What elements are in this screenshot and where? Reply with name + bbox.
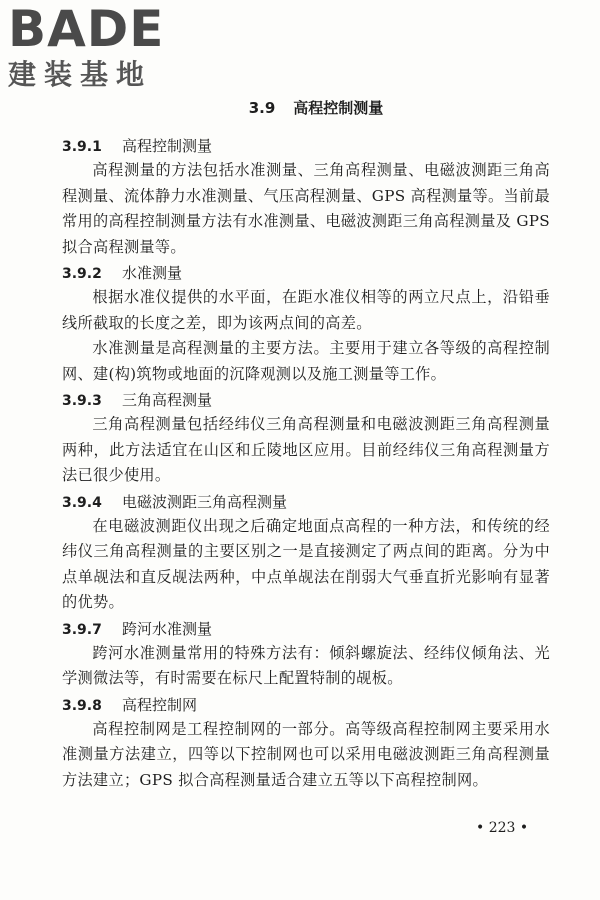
subsection-number: 3.9.7 <box>62 621 102 638</box>
logo-subtitle: 建装基地 <box>8 58 153 91</box>
subsection-3-9-7 <box>62 617 550 692</box>
section-number: 3.9 <box>248 99 276 117</box>
paragraph: 高程控制网是工程控制网的一部分。高等级高程控制网主要采用水准测量方法建立，四等以下控制网也可以采用电磁波测距三角高程测量方法建立；GPS 拟合高程测量适合建立五等以下高程控制网。 <box>62 719 550 789</box>
paragraph: 在电磁波测距仪出现之后确定地面点高程的一种方法，和传统的经纬仪三角高程测量的主要区别之一是直接测定了两点间的距离。分为中点单觇法和直反觇法两种，中点单觇法在削弱大气垂直折光影响有显著的优势。 <box>62 516 550 611</box>
subsection-3-9-1 <box>62 134 550 260</box>
subsection-title: 高程控制网 <box>122 695 198 714</box>
page-number: • 223 • <box>476 820 529 836</box>
page-content <box>62 96 550 794</box>
bade-logo <box>8 0 178 94</box>
subsection-title: 水准测量 <box>122 264 183 282</box>
subsection-title: 电磁波测距三角高程测量 <box>122 492 288 511</box>
subsection-3-9-2 <box>62 261 550 387</box>
subsection-number: 3.9.4 <box>62 494 102 511</box>
subsection-heading <box>62 134 550 158</box>
subsection-title: 高程控制测量 <box>122 137 213 155</box>
subsection-3-9-4 <box>62 490 550 616</box>
subsection-heading <box>62 261 550 285</box>
section-title <box>62 96 550 120</box>
subsection-3-9-8 <box>62 693 550 794</box>
subsection-heading <box>62 490 550 514</box>
subsection-number: 3.9.2 <box>62 266 102 282</box>
subsection-3-9-3 <box>62 388 550 489</box>
paragraph: 水准测量是高程测量的主要方法。主要用于建立各等级的高程控制网、建(构)筑物或地面的沉降观测以及施工测量等工作。 <box>62 339 550 383</box>
subsection-number: 3.9.1 <box>62 139 102 155</box>
paragraph: 跨河水准测量常用的特殊方法有：倾斜螺旋法、经纬仪倾角法、光学测微法等，有时需要在标尺上配置特制的觇板。 <box>62 643 550 687</box>
subsection-number: 3.9.3 <box>62 393 102 409</box>
section-title-text: 高程控制测量 <box>293 99 384 117</box>
paragraph: 高程测量的方法包括水准测量、三角高程测量、电磁波测距三角高程测量、流体静力水准测量、气压高程测量、GPS 高程测量等。当前最常用的高程控制测量方法有水准测量、电磁波测距三角高程测量及 GPS 拟合高程测量等。 <box>62 161 550 256</box>
paragraph: 三角高程测量包括经纬仪三角高程测量和电磁波测距三角高程测量两种，此方法适宜在山区和丘陵地区应用。目前经纬仪三角高程测量方法已很少使用。 <box>62 415 550 484</box>
logo-mark: BADE <box>8 0 165 58</box>
paragraph: 根据水准仪提供的水平面，在距水准仪相等的两立尺点上，沿铅垂线所截取的长度之差，即为该两点间的高差。 <box>62 288 550 332</box>
subsection-heading <box>62 617 550 641</box>
subsection-title: 三角高程测量 <box>122 391 213 409</box>
subsection-title: 跨河水准测量 <box>122 619 213 638</box>
subsection-number: 3.9.8 <box>62 697 102 714</box>
subsection-heading <box>62 388 550 412</box>
subsection-heading <box>62 693 550 717</box>
